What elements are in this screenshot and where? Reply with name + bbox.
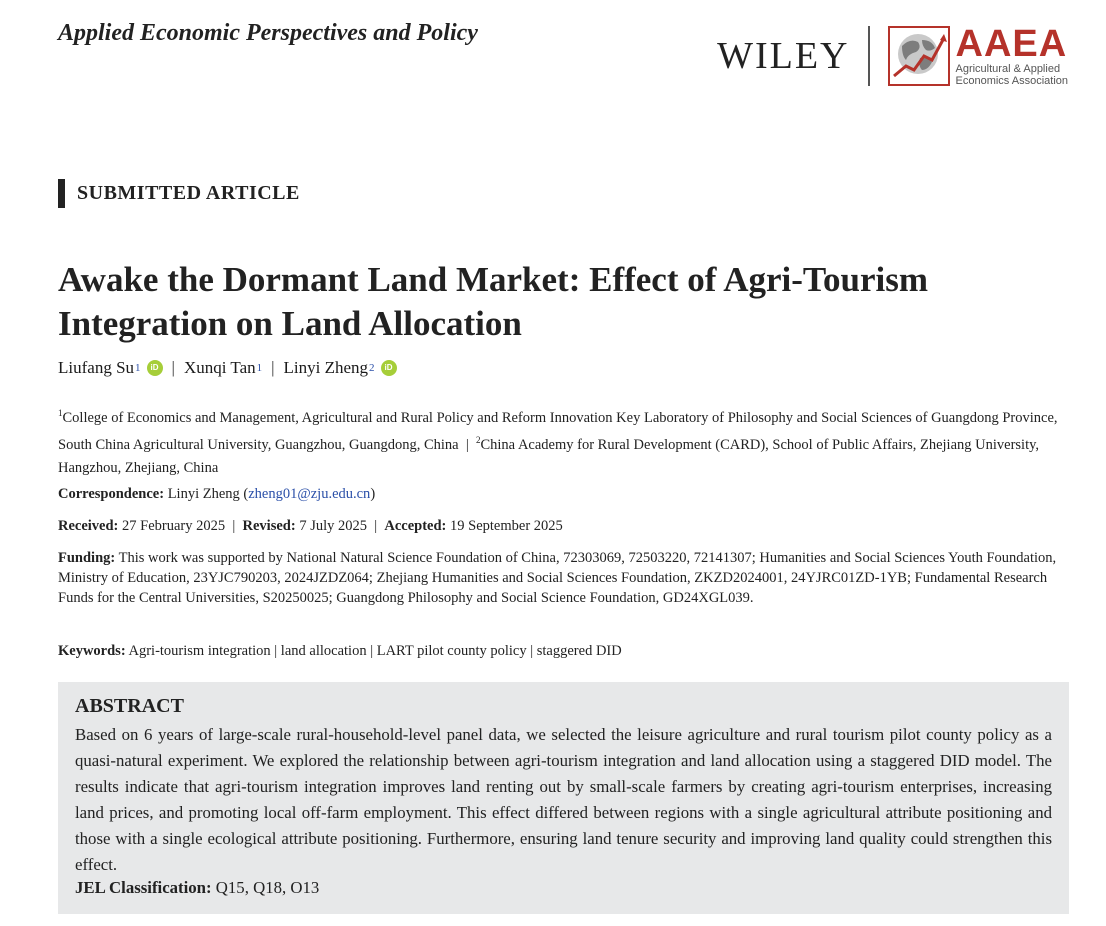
aaea-name-line2: Economics Association xyxy=(955,75,1068,87)
orcid-icon[interactable]: iD xyxy=(147,360,163,376)
correspondence-name: Linyi Zheng xyxy=(167,486,240,502)
affiliation-2: China Academy for Rural Development (CARD), School of Public Affairs, Zhejiang University, Hangzhou, Zhejiang, China xyxy=(58,437,1040,476)
publisher-logos xyxy=(717,24,1068,88)
abstract-heading: ABSTRACT xyxy=(75,695,184,717)
received-date: 27 February 2025 xyxy=(122,518,226,534)
title-line-1: Awake the Dormant Land Market: Effect of Agri-Tourism xyxy=(58,260,929,299)
author-affiliation-marker: 1 xyxy=(256,362,263,374)
funding xyxy=(58,548,1058,608)
date-separator: | xyxy=(374,518,378,534)
revised-date: 7 July 2025 xyxy=(299,518,367,534)
correspondence-email-link[interactable]: zheng01@zju.edu.cn xyxy=(248,486,371,502)
affiliation-number: 1 xyxy=(58,408,63,418)
correspondence-label: Correspondence: xyxy=(58,486,165,502)
correspondence: Correspondence: Linyi Zheng (zheng01@zju.edu.cn) xyxy=(58,486,376,502)
funding-text: This work was supported by National Natural Science Foundation of China, 72303069, 72503220, 72141307; Humanities and Social Sciences Youth Foundation, Ministry of Education, 23YJC790203, 2024JZDZ064; Zhejiang Humanities and Social Sciences Foundation, ZKZD2024001, 24YJRC01ZD-1YB; Fundamental Research Funds for the Central Universities, S20250025; Guangdong Philosophy and Social Science Foundation, GD24XGL039. xyxy=(58,550,1057,606)
author-affiliation-marker: 1 xyxy=(135,362,141,374)
funding-label: Funding: xyxy=(58,550,116,566)
article-type xyxy=(58,179,300,208)
journal-title: Applied Economic Perspectives and Policy xyxy=(58,20,478,46)
title-line-2: Integration on Land Allocation xyxy=(58,304,522,343)
author-name[interactable]: Linyi Zheng xyxy=(283,358,369,377)
abstract-box xyxy=(58,682,1069,914)
logo-divider xyxy=(868,26,870,86)
aaea-logo[interactable] xyxy=(888,25,1069,87)
abstract-body: Based on 6 years of large-scale rural-household-level panel data, we selected the leisure agriculture and rural tourism pilot county policy as a quasi-natural experiment. We explored the relationship between agri-tourism integration and land allocation using a staggered DID model. The results indicate that agri-tourism integration improves land renting out by small-scale farmers by creating agri-tourism enterprises, increasing land prices, and promoting local off-farm employment. This effect differed between regions with a single agricultural attribute positioning and those with a single ecological attribute positioning. Furthermore, ensuring land tenure security and improving land quality could strengthen this effect. xyxy=(75,725,1052,874)
orcid-icon[interactable]: iD xyxy=(381,360,397,376)
author-name[interactable]: Xunqi Tan xyxy=(183,358,256,377)
affiliation-separator: | xyxy=(465,437,469,454)
author-list xyxy=(58,358,397,378)
jel-label: JEL Classification: xyxy=(75,878,212,897)
date-separator: | xyxy=(232,518,236,534)
revised-label: Revised: xyxy=(242,518,296,534)
keywords-label: Keywords: xyxy=(58,643,126,659)
wiley-logo[interactable]: WILEY xyxy=(717,35,850,77)
keywords xyxy=(58,641,622,661)
author-separator: | xyxy=(271,358,275,377)
accepted-date: 19 September 2025 xyxy=(450,518,563,534)
affiliation-number: 2 xyxy=(475,435,481,446)
article-dates xyxy=(58,516,563,536)
article-type-label: SUBMITTED ARTICLE xyxy=(77,182,300,204)
article-title xyxy=(58,258,1058,346)
accepted-label: Accepted: xyxy=(384,518,447,534)
aaea-acronym: AAEA xyxy=(955,23,1068,65)
affiliations xyxy=(58,402,1058,479)
received-label: Received: xyxy=(58,518,119,534)
jel-classification xyxy=(75,878,319,898)
article-type-bar xyxy=(58,179,65,208)
author-name[interactable]: Liufang Su xyxy=(58,358,135,377)
globe-icon xyxy=(888,26,950,86)
author-affiliation-marker: 2 xyxy=(369,362,375,374)
jel-codes: Q15, Q18, O13 xyxy=(215,878,320,897)
keywords-text: Agri-tourism integration | land allocation | LART pilot county policy | staggered DID xyxy=(128,643,622,659)
author-separator: | xyxy=(171,358,175,377)
aaea-name-line1: Agricultural & Applied xyxy=(955,63,1061,75)
affiliation-1: College of Economics and Management, Agricultural and Rural Policy and Reform Innovation Key Laboratory of Philosophy and Social Sciences of Guangdong Province, South China Agricultural University, Guangzhou, Guangdong, China xyxy=(58,409,1058,454)
